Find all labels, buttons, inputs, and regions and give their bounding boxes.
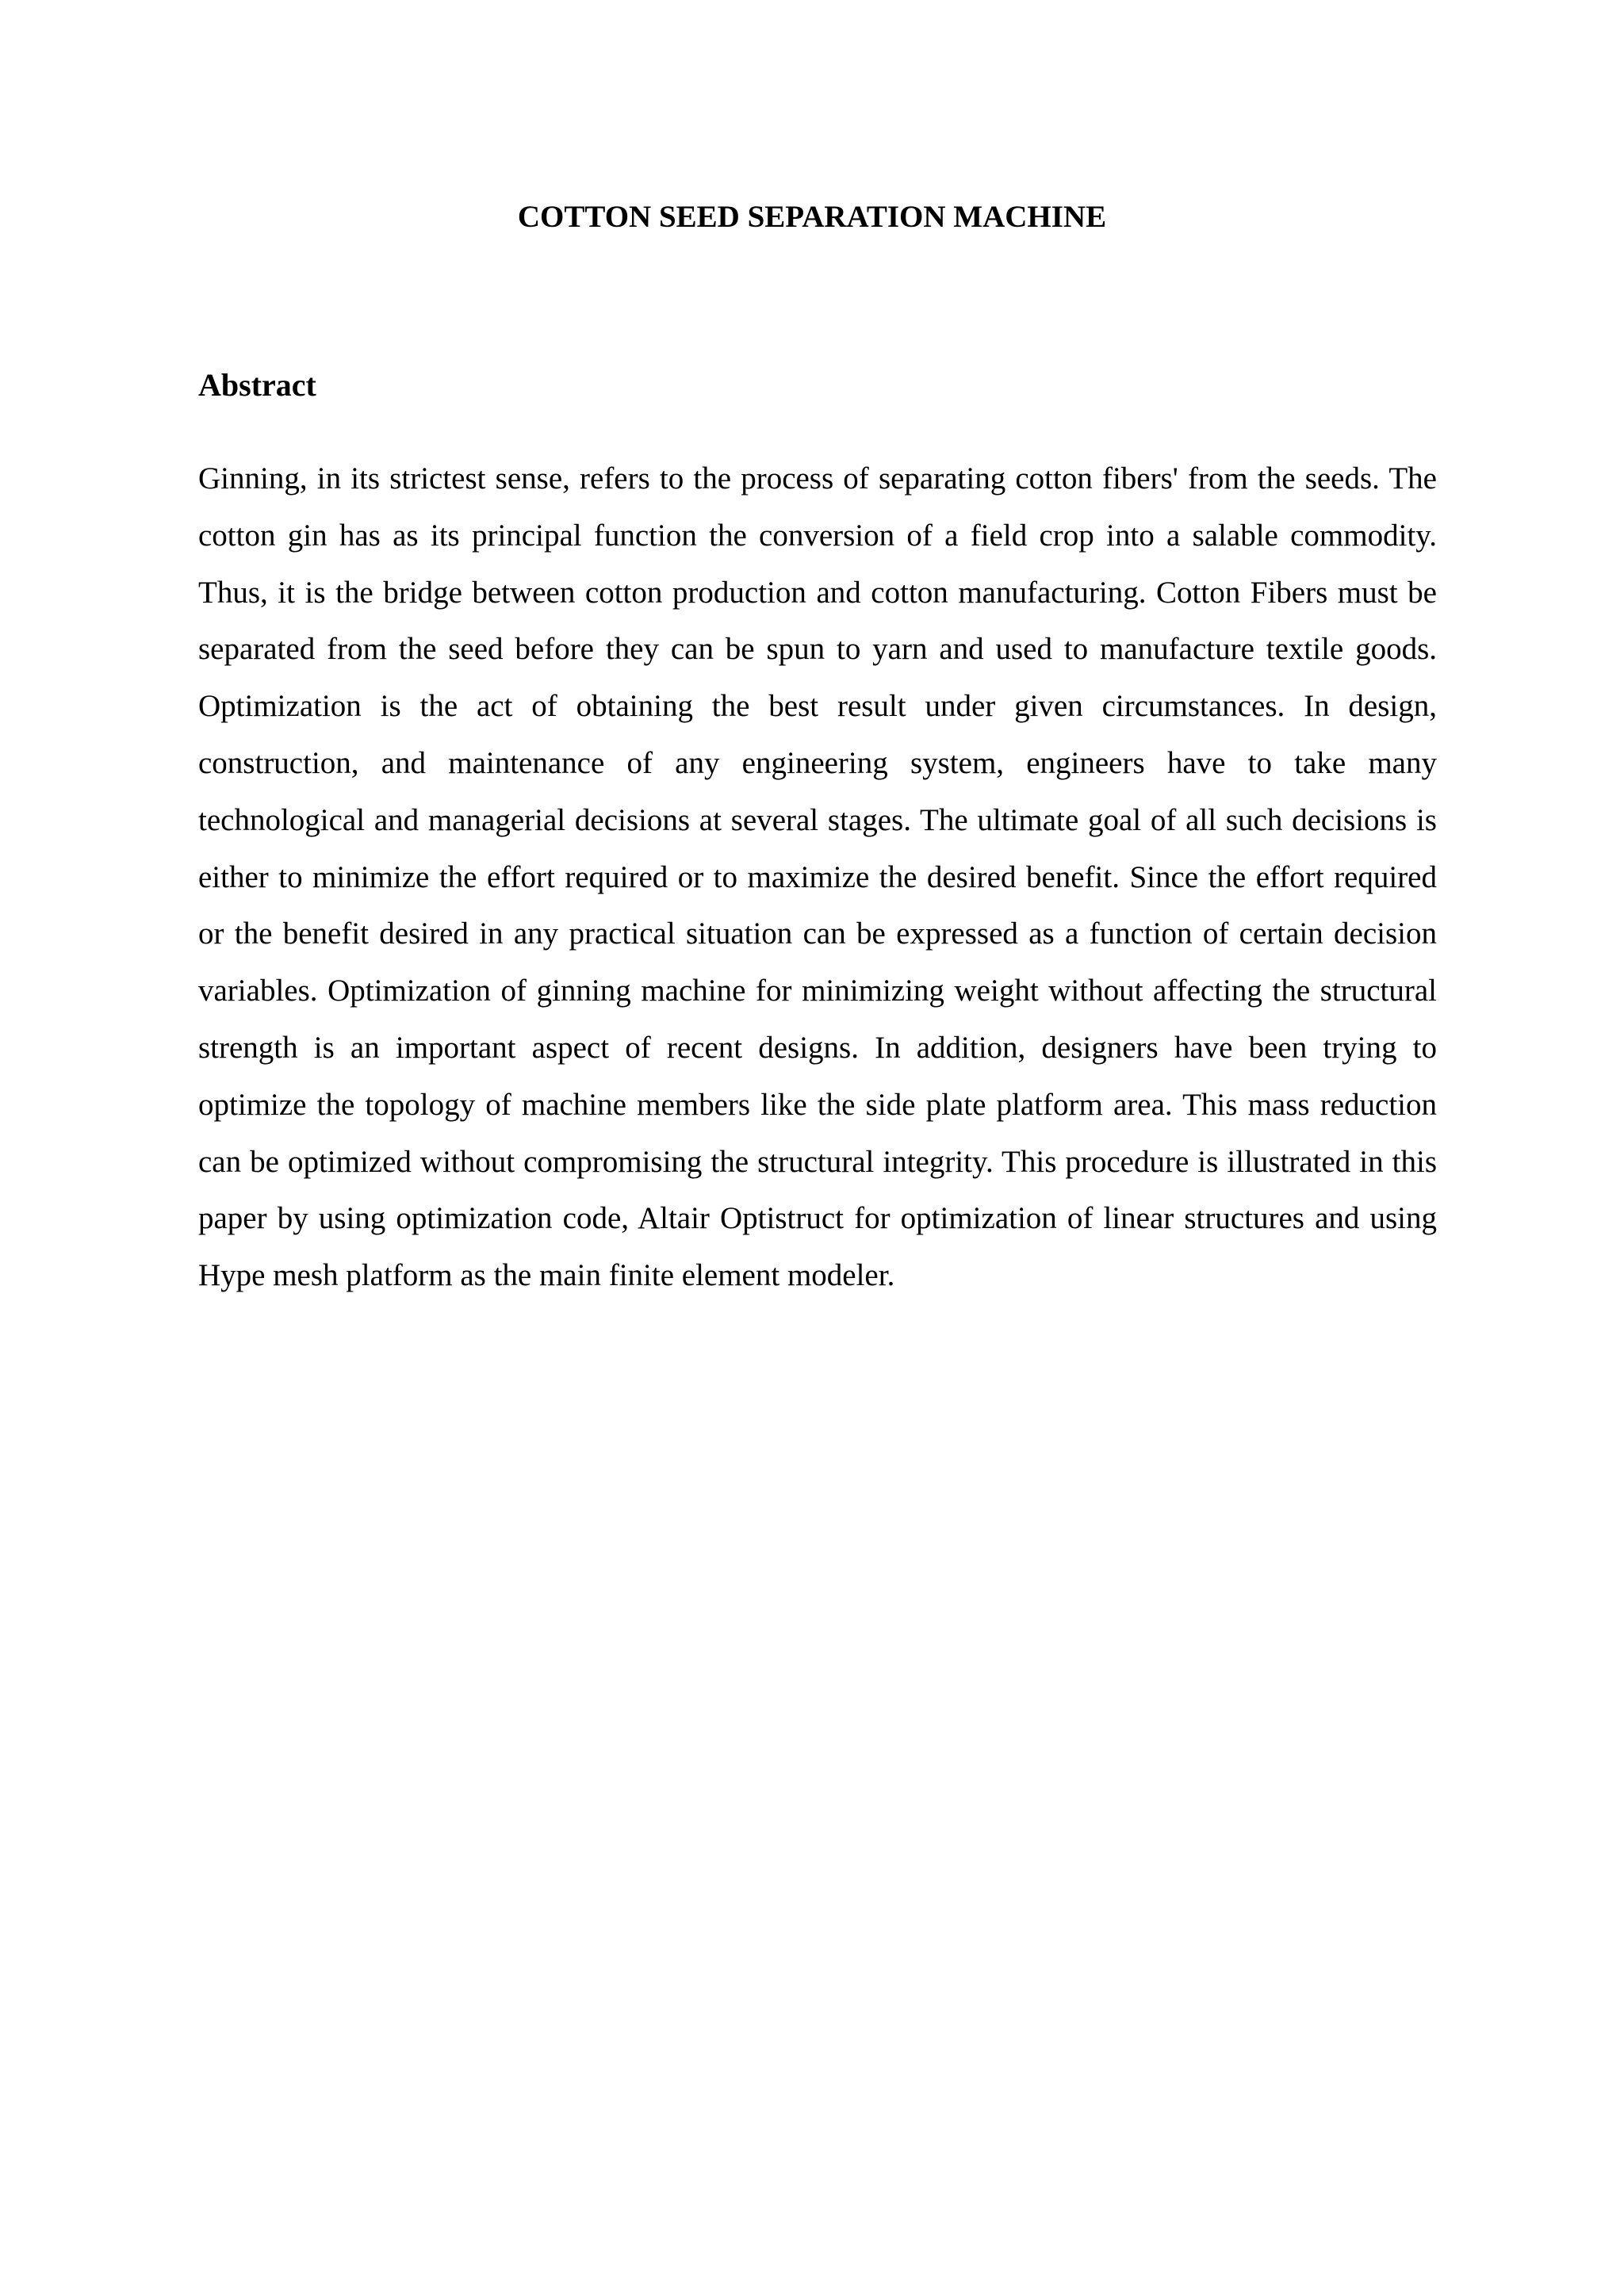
abstract-paragraph: Ginning, in its strictest sense, refers to the process of separating cotton fibers' from the seeds. The cotton gin has as its principal function the conversion of a field crop into a salable commodity. Thus, it is the bridge between cotton production and cotton manufacturing. Cotton Fibers must be separated from the seed before they can be spun to yarn and used to manufacture textile goods. Optimization is the act of obtaining the best result under given circumstances. In design, construction, and maintenance of any engineering system, engineers have to take many technological and managerial decisions at several stages. The ultimate goal of all such decisions is either to minimize the effort required or to maximize the desired benefit. Since the effort required or the benefit desired in any practical situation can be expressed as a function of certain decision variables. Optimization of ginning machine for minimizing weight without affecting the structural strength is an important aspect of recent designs. In addition, designers have been trying to optimize the topology of machine members like the side plate platform area. This mass reduction can be optimized without compromising the structural integrity. This procedure is illustrated in this paper by using optimization code, Altair Optistruct for optimization of linear structures and using Hype mesh platform as the main finite element modeler. bbox=[198, 461, 1437, 1293]
paper-title: COTTON SEED SEPARATION MACHINE bbox=[517, 200, 1107, 234]
abstract-heading: Abstract bbox=[198, 367, 316, 403]
